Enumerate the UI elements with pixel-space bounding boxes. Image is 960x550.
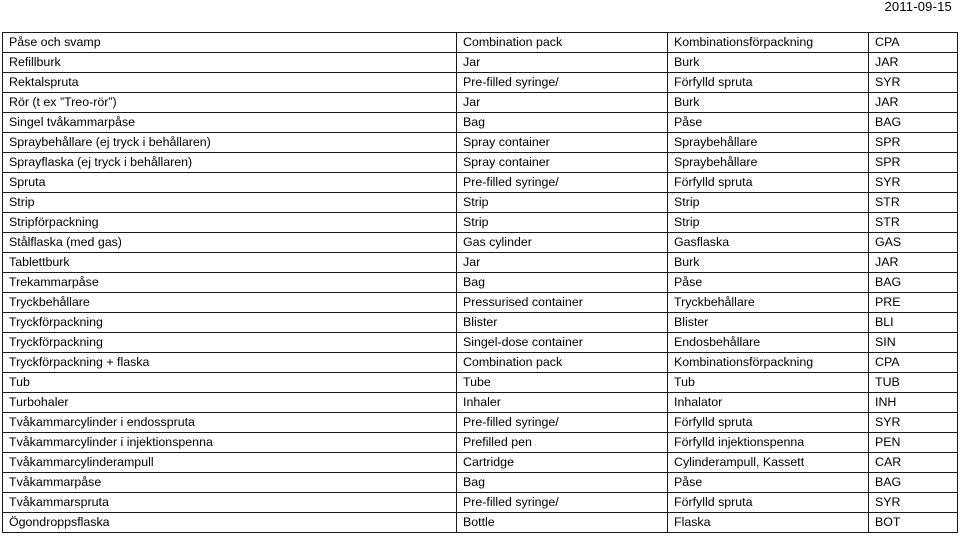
english-term-cell: Prefilled pen <box>457 433 668 453</box>
swedish-standard-term-cell: Påse <box>668 273 869 293</box>
code-cell: BOT <box>869 513 958 533</box>
swedish-standard-term-cell: Kombinationsförpackning <box>668 33 869 53</box>
table-row <box>3 353 958 373</box>
code-cell: CPA <box>869 353 958 373</box>
code-cell: CAR <box>869 453 958 473</box>
english-term-cell: Tube <box>457 373 668 393</box>
english-term-cell: Combination pack <box>457 353 668 373</box>
code-cell: SYR <box>869 413 958 433</box>
code-cell: SYR <box>869 173 958 193</box>
swedish-standard-term-cell: Spraybehållare <box>668 153 869 173</box>
swedish-term-cell: Ögondroppsflaska <box>3 513 457 533</box>
code-cell: CPA <box>869 33 958 53</box>
english-term-cell: Gas cylinder <box>457 233 668 253</box>
code-cell: PRE <box>869 293 958 313</box>
table-row <box>3 33 958 53</box>
english-term-cell: Pre-filled syringe/ <box>457 173 668 193</box>
table-row <box>3 513 958 533</box>
english-term-cell: Spray container <box>457 133 668 153</box>
table-row <box>3 313 958 333</box>
table-row <box>3 293 958 313</box>
swedish-term-cell: Turbohaler <box>3 393 457 413</box>
english-term-cell: Blister <box>457 313 668 333</box>
swedish-term-cell: Refillburk <box>3 53 457 73</box>
swedish-term-cell: Tryckförpackning + flaska <box>3 353 457 373</box>
code-cell: STR <box>869 193 958 213</box>
table-row <box>3 73 958 93</box>
english-term-cell: Strip <box>457 213 668 233</box>
swedish-term-cell: Stålflaska (med gas) <box>3 233 457 253</box>
swedish-term-cell: Påse och svamp <box>3 33 457 53</box>
swedish-term-cell: Spraybehållare (ej tryck i behållaren) <box>3 133 457 153</box>
swedish-standard-term-cell: Spraybehållare <box>668 133 869 153</box>
swedish-term-cell: Trekammarpåse <box>3 273 457 293</box>
swedish-standard-term-cell: Påse <box>668 113 869 133</box>
english-term-cell: Bottle <box>457 513 668 533</box>
english-term-cell: Pre-filled syringe/ <box>457 493 668 513</box>
swedish-term-cell: Tablettburk <box>3 253 457 273</box>
table-row <box>3 393 958 413</box>
swedish-standard-term-cell: Inhalator <box>668 393 869 413</box>
swedish-standard-term-cell: Förfylld injektionspenna <box>668 433 869 453</box>
table-row <box>3 173 958 193</box>
code-cell: PEN <box>869 433 958 453</box>
swedish-standard-term-cell: Strip <box>668 213 869 233</box>
code-cell: BLI <box>869 313 958 333</box>
swedish-standard-term-cell: Förfylld spruta <box>668 173 869 193</box>
swedish-term-cell: Tvåkammarcylinder i endosspruta <box>3 413 457 433</box>
english-term-cell: Jar <box>457 93 668 113</box>
swedish-standard-term-cell: Gasflaska <box>668 233 869 253</box>
packaging-table <box>2 32 958 533</box>
english-term-cell: Singel-dose container <box>457 333 668 353</box>
swedish-term-cell: Tvåkammarpåse <box>3 473 457 493</box>
swedish-standard-term-cell: Tub <box>668 373 869 393</box>
swedish-standard-term-cell: Burk <box>668 53 869 73</box>
table-row <box>3 133 958 153</box>
english-term-cell: Cartridge <box>457 453 668 473</box>
table-row <box>3 373 958 393</box>
english-term-cell: Bag <box>457 473 668 493</box>
code-cell: SPR <box>869 153 958 173</box>
code-cell: JAR <box>869 53 958 73</box>
table-row <box>3 253 958 273</box>
swedish-term-cell: Rektalspruta <box>3 73 457 93</box>
swedish-term-cell: Tryckförpackning <box>3 333 457 353</box>
swedish-standard-term-cell: Endosbehållare <box>668 333 869 353</box>
swedish-standard-term-cell: Blister <box>668 313 869 333</box>
swedish-term-cell: Tvåkammarcylinder i injektionspenna <box>3 433 457 453</box>
code-cell: GAS <box>869 233 958 253</box>
table-row <box>3 273 958 293</box>
swedish-standard-term-cell: Förfylld spruta <box>668 493 869 513</box>
english-term-cell: Jar <box>457 53 668 73</box>
swedish-standard-term-cell: Påse <box>668 473 869 493</box>
code-cell: JAR <box>869 253 958 273</box>
code-cell: SYR <box>869 73 958 93</box>
english-term-cell: Strip <box>457 193 668 213</box>
document-date: 2011-09-15 <box>884 0 952 14</box>
swedish-standard-term-cell: Flaska <box>668 513 869 533</box>
code-cell: SPR <box>869 133 958 153</box>
swedish-standard-term-cell: Burk <box>668 253 869 273</box>
code-cell: SIN <box>869 333 958 353</box>
table-row <box>3 473 958 493</box>
code-cell: TUB <box>869 373 958 393</box>
swedish-term-cell: Spruta <box>3 173 457 193</box>
table-row <box>3 193 958 213</box>
code-cell: INH <box>869 393 958 413</box>
english-term-cell: Bag <box>457 273 668 293</box>
table-row <box>3 413 958 433</box>
swedish-term-cell: Sprayflaska (ej tryck i behållaren) <box>3 153 457 173</box>
swedish-standard-term-cell: Förfylld spruta <box>668 413 869 433</box>
swedish-standard-term-cell: Cylinderampull, Kassett <box>668 453 869 473</box>
english-term-cell: Pressurised container <box>457 293 668 313</box>
table-row <box>3 453 958 473</box>
swedish-term-cell: Singel tvåkammarpåse <box>3 113 457 133</box>
swedish-term-cell: Tvåkammarcylinderampull <box>3 453 457 473</box>
code-cell: STR <box>869 213 958 233</box>
english-term-cell: Pre-filled syringe/ <box>457 73 668 93</box>
table-row <box>3 93 958 113</box>
english-term-cell: Bag <box>457 113 668 133</box>
table-row <box>3 493 958 513</box>
swedish-standard-term-cell: Strip <box>668 193 869 213</box>
code-cell: BAG <box>869 473 958 493</box>
english-term-cell: Pre-filled syringe/ <box>457 413 668 433</box>
table-row <box>3 233 958 253</box>
english-term-cell: Spray container <box>457 153 668 173</box>
swedish-standard-term-cell: Kombinationsförpackning <box>668 353 869 373</box>
table-row <box>3 213 958 233</box>
table-row <box>3 153 958 173</box>
english-term-cell: Combination pack <box>457 33 668 53</box>
code-cell: BAG <box>869 113 958 133</box>
english-term-cell: Inhaler <box>457 393 668 413</box>
swedish-term-cell: Tryckbehållare <box>3 293 457 313</box>
table-row <box>3 433 958 453</box>
table-row <box>3 53 958 73</box>
swedish-standard-term-cell: Burk <box>668 93 869 113</box>
swedish-term-cell: Tub <box>3 373 457 393</box>
swedish-term-cell: Tryckförpackning <box>3 313 457 333</box>
code-cell: SYR <box>869 493 958 513</box>
swedish-standard-term-cell: Förfylld spruta <box>668 73 869 93</box>
swedish-standard-term-cell: Tryckbehållare <box>668 293 869 313</box>
swedish-term-cell: Rör (t ex ”Treo-rör”) <box>3 93 457 113</box>
swedish-term-cell: Stripförpackning <box>3 213 457 233</box>
packaging-table-body <box>3 33 958 533</box>
table-row <box>3 333 958 353</box>
code-cell: JAR <box>869 93 958 113</box>
english-term-cell: Jar <box>457 253 668 273</box>
table-row <box>3 113 958 133</box>
swedish-term-cell: Tvåkammarspruta <box>3 493 457 513</box>
code-cell: BAG <box>869 273 958 293</box>
swedish-term-cell: Strip <box>3 193 457 213</box>
